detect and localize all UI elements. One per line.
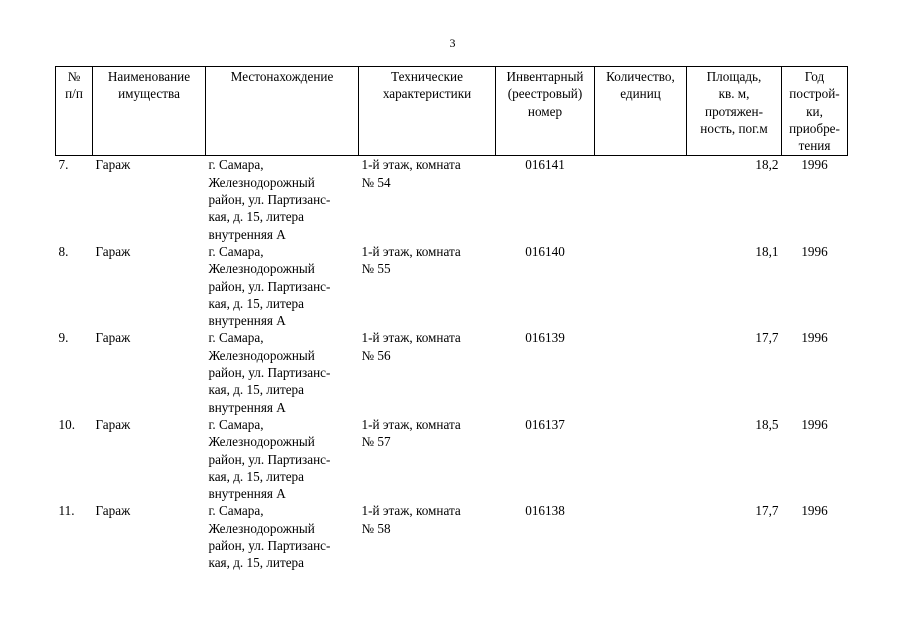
table-row (56, 502, 848, 571)
table-row (56, 243, 848, 329)
header-technical-characteristics: Технические характеристики (359, 67, 496, 156)
technical-characteristics: 1-й этаж, комната № 57 (361, 416, 461, 450)
header-area: Площадь, кв. м, протяжен- ность, пог.м (687, 67, 782, 156)
property-location: г. Самара, Железнодорожный район, ул. Партизанс- кая, д. 15, литера внутренняя А (208, 416, 331, 502)
table-row (56, 156, 848, 243)
property-registry-table (55, 66, 848, 572)
area: 17,7 (755, 503, 779, 519)
table-row (56, 416, 848, 502)
inventory-number: 016139 (525, 330, 565, 346)
row-number: 11. (58, 503, 75, 519)
technical-characteristics: 1-й этаж, комната № 56 (361, 330, 461, 363)
property-location: г. Самара, Железнодорожный район, ул. Партизанс- кая, д. 15, литера внутренняя А (208, 243, 331, 329)
property-location: г. Самара, Железнодорожный район, ул. Партизанс- кая, д. 15, литера (208, 503, 331, 571)
inventory-number: 016137 (525, 416, 565, 432)
property-location: г. Самара, Железнодорожный район, ул. Партизанс- кая, д. 15, литера внутренняя А (208, 330, 331, 415)
property-name: Гараж (95, 416, 131, 432)
header-location: Местонахождение (206, 67, 359, 156)
inventory-number: 016141 (525, 157, 565, 173)
property-name: Гараж (95, 503, 131, 519)
property-name: Гараж (95, 330, 131, 346)
header-quantity: Количество, единиц (595, 67, 687, 156)
quantity (595, 243, 687, 329)
quantity (595, 156, 687, 243)
quantity (595, 329, 687, 415)
technical-characteristics: 1-й этаж, комната № 55 (361, 243, 461, 277)
inventory-number: 016140 (525, 243, 565, 259)
area: 18,5 (755, 416, 779, 432)
header-number: № п/п (56, 67, 93, 156)
table-header-row (56, 67, 848, 156)
year: 1996 (801, 503, 828, 519)
year: 1996 (801, 243, 828, 259)
row-number: 9. (58, 330, 69, 346)
property-location: г. Самара, Железнодорожный район, ул. Партизанс- кая, д. 15, литера внутренняя А (208, 157, 331, 242)
quantity (595, 416, 687, 502)
header-inventory-number: Инвентарный (реестровый) номер (496, 67, 595, 156)
table-row (56, 329, 848, 415)
header-year: Год построй- ки, приобре- тения (782, 67, 848, 156)
year: 1996 (801, 157, 828, 173)
row-number: 7. (58, 157, 69, 173)
technical-characteristics: 1-й этаж, комната № 58 (361, 503, 461, 536)
quantity (595, 502, 687, 571)
property-name: Гараж (95, 157, 131, 173)
area: 18,1 (755, 243, 779, 259)
row-number: 10. (58, 416, 75, 432)
year: 1996 (801, 416, 828, 432)
header-property-name: Наименование имущества (93, 67, 206, 156)
area: 17,7 (755, 330, 779, 346)
year: 1996 (801, 330, 828, 346)
property-name: Гараж (95, 243, 131, 259)
page-number: 3 (449, 36, 456, 50)
area: 18,2 (755, 157, 779, 173)
inventory-number: 016138 (525, 503, 565, 519)
row-number: 8. (58, 243, 69, 259)
technical-characteristics: 1-й этаж, комната № 54 (361, 157, 461, 190)
